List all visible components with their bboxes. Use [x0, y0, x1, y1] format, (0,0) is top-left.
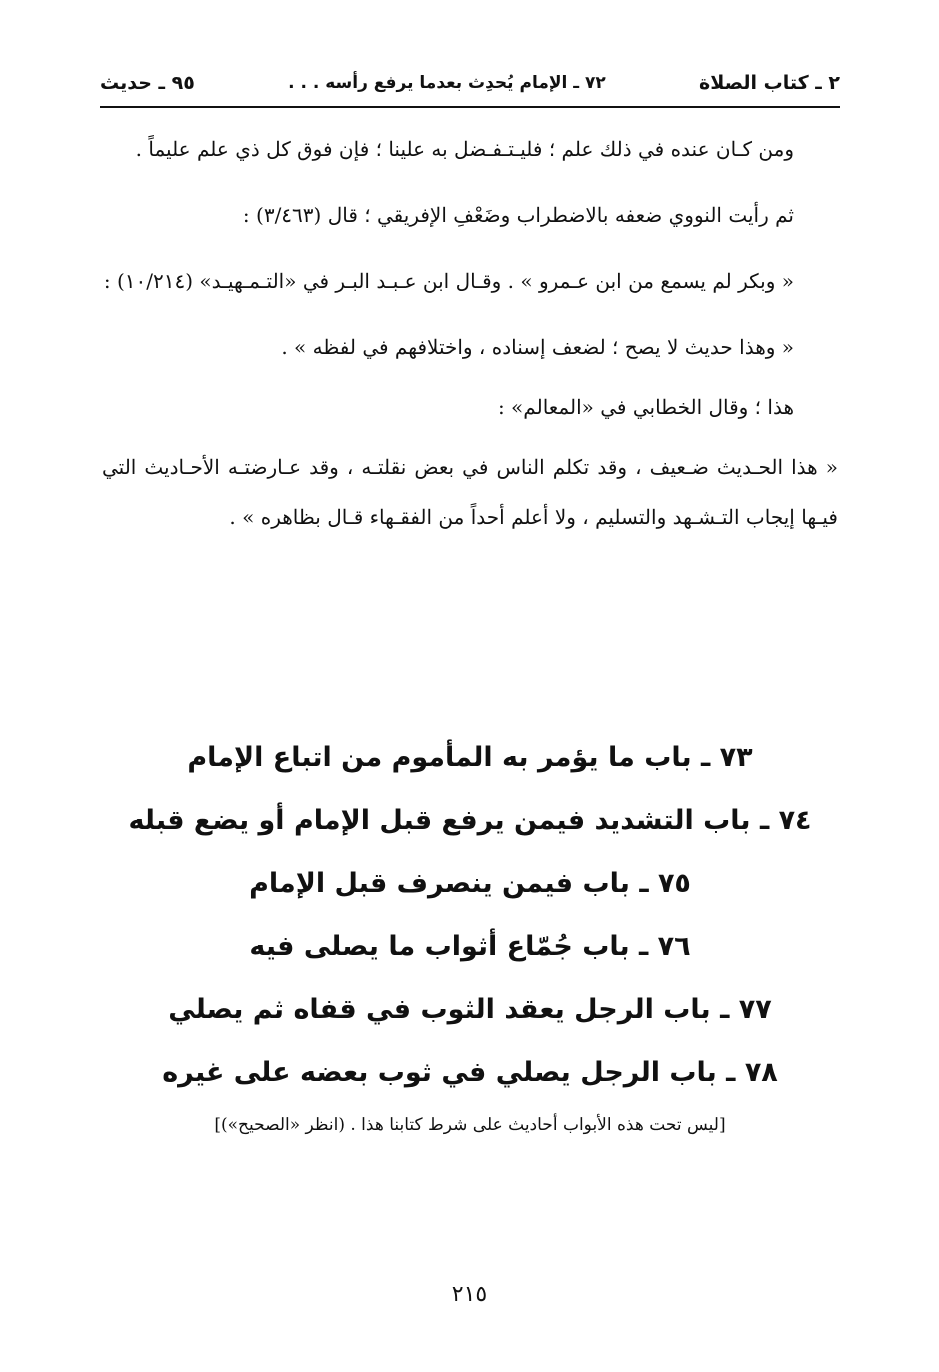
- chapter-heading: ٧٣ ـ باب ما يؤمر به المأموم من اتباع الإمام: [187, 742, 753, 773]
- header-book-title: ٢ ـ كتاب الصلاة: [699, 72, 840, 94]
- header-divider: [100, 106, 840, 108]
- quote-paragraph: « وهذا حديث لا يصح ؛ لضعف إسناده ، واختلافهم في لفظه » .: [281, 335, 794, 359]
- chapter-heading: ٧٧ ـ باب الرجل يعقد الثوب في قفاه ثم يصلي: [168, 994, 772, 1025]
- chapter-heading: ٧٥ ـ باب فيمن ينصرف قبل الإمام: [249, 868, 691, 899]
- chapter-heading: ٧٨ ـ باب الرجل يصلي في ثوب بعضه على غيره: [162, 1057, 778, 1088]
- paragraph: هذا ؛ وقال الخطابي في «المعالم» :: [497, 395, 794, 419]
- chapter-headings: [102, 726, 838, 1104]
- paragraph: ثم رأيت النووي ضعفه بالاضطراب وضَعْفِ الإفريقي ؛ قال (٣/٤٦٣) :: [242, 203, 794, 227]
- chapter-heading: ٧٦ ـ باب جُمّاع أثواب ما يصلى فيه: [249, 931, 691, 962]
- paragraph: ومن كـان عنده في ذلك علم ؛ فليـتـفـضل به علينا ؛ فإن فوق كل ذي علم عليماً .: [135, 137, 794, 161]
- editor-note: [ليس تحت هذه الأبواب أحاديث على شرط كتابنا هذا . (انظر «الصحيح»)]: [214, 1115, 726, 1135]
- page-number: ٢١٥: [451, 1282, 488, 1307]
- quote-paragraph: « وبكر لم يسمع من ابن عـمرو » . وقـال ابن عـبـد البـر في «التـمـهيـد» (١٠/٢١٤) :: [103, 269, 794, 293]
- body-text: [102, 124, 838, 542]
- quote-paragraph: « هذا الحـديث ضـعيف ، وقد تكلم الناس في بعض نقلتـه ، وقد عـارضتـه الأحـاديث التي فيـها إيجاب التـشـهد والتسليم ، ولا أعلم أحداً من الفقـهاء قـال بظاهره » .: [102, 455, 838, 529]
- header-chapter-title: ٧٢ ـ الإمام يُحدِث بعدما يرفع رأسه . . .: [288, 73, 606, 93]
- running-header: [100, 66, 840, 100]
- chapter-heading: ٧٤ ـ باب التشديد فيمن يرفع قبل الإمام أو يضع قبله: [128, 805, 812, 836]
- header-hadith-count: ٩٥ ـ حديث: [100, 72, 195, 94]
